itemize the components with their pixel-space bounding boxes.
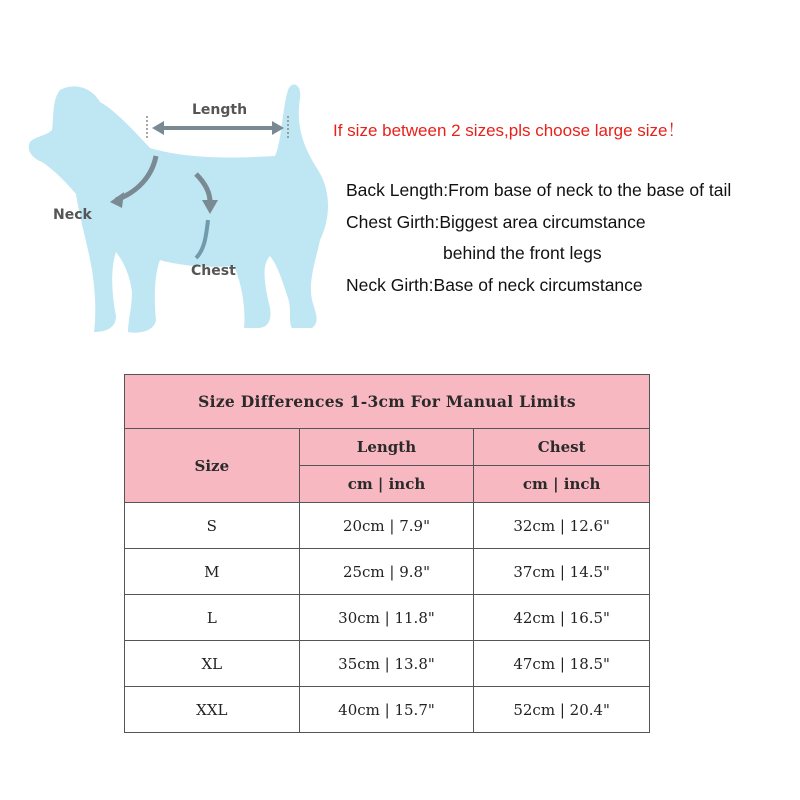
length-label: Length — [192, 102, 248, 118]
length-cell: 35cm | 13.8" — [299, 641, 474, 687]
chest-cell: 52cm | 20.4" — [474, 687, 650, 733]
chest-header: Chest — [474, 429, 650, 466]
chest-label: Chest — [191, 263, 236, 279]
size-cell: L — [125, 595, 300, 641]
table-row — [125, 549, 650, 595]
length-header: Length — [299, 429, 474, 466]
size-cell: M — [125, 549, 300, 595]
chest-girth-description: Chest Girth:Biggest area circumstance — [346, 212, 646, 232]
table-row — [125, 503, 650, 549]
size-advice-note: If size between 2 sizes,pls choose large size！ — [333, 121, 685, 140]
size-cell: S — [125, 503, 300, 549]
dog-measurement-diagram — [20, 70, 340, 350]
table-row — [125, 687, 650, 733]
length-cell: 25cm | 9.8" — [299, 549, 474, 595]
neck-label: Neck — [53, 207, 92, 223]
size-cell: XL — [125, 641, 300, 687]
length-cell: 30cm | 11.8" — [299, 595, 474, 641]
chest-girth-description-cont: behind the front legs — [443, 243, 602, 263]
size-chart-table — [124, 374, 650, 733]
chest-cell: 37cm | 14.5" — [474, 549, 650, 595]
table-row — [125, 641, 650, 687]
size-header: Size — [125, 429, 300, 503]
table-row — [125, 595, 650, 641]
size-cell: XXL — [125, 687, 300, 733]
chest-cell: 47cm | 18.5" — [474, 641, 650, 687]
chest-cell: 32cm | 12.6" — [474, 503, 650, 549]
length-unit-header: cm | inch — [299, 466, 474, 503]
length-cell: 40cm | 15.7" — [299, 687, 474, 733]
length-cell: 20cm | 7.9" — [299, 503, 474, 549]
back-length-description: Back Length:From base of neck to the base of tail — [346, 180, 732, 200]
neck-girth-description: Neck Girth:Base of neck circumstance — [346, 275, 643, 295]
chest-unit-header: cm | inch — [474, 466, 650, 503]
table-title: Size Differences 1-3cm For Manual Limits — [125, 375, 650, 429]
chest-cell: 42cm | 16.5" — [474, 595, 650, 641]
